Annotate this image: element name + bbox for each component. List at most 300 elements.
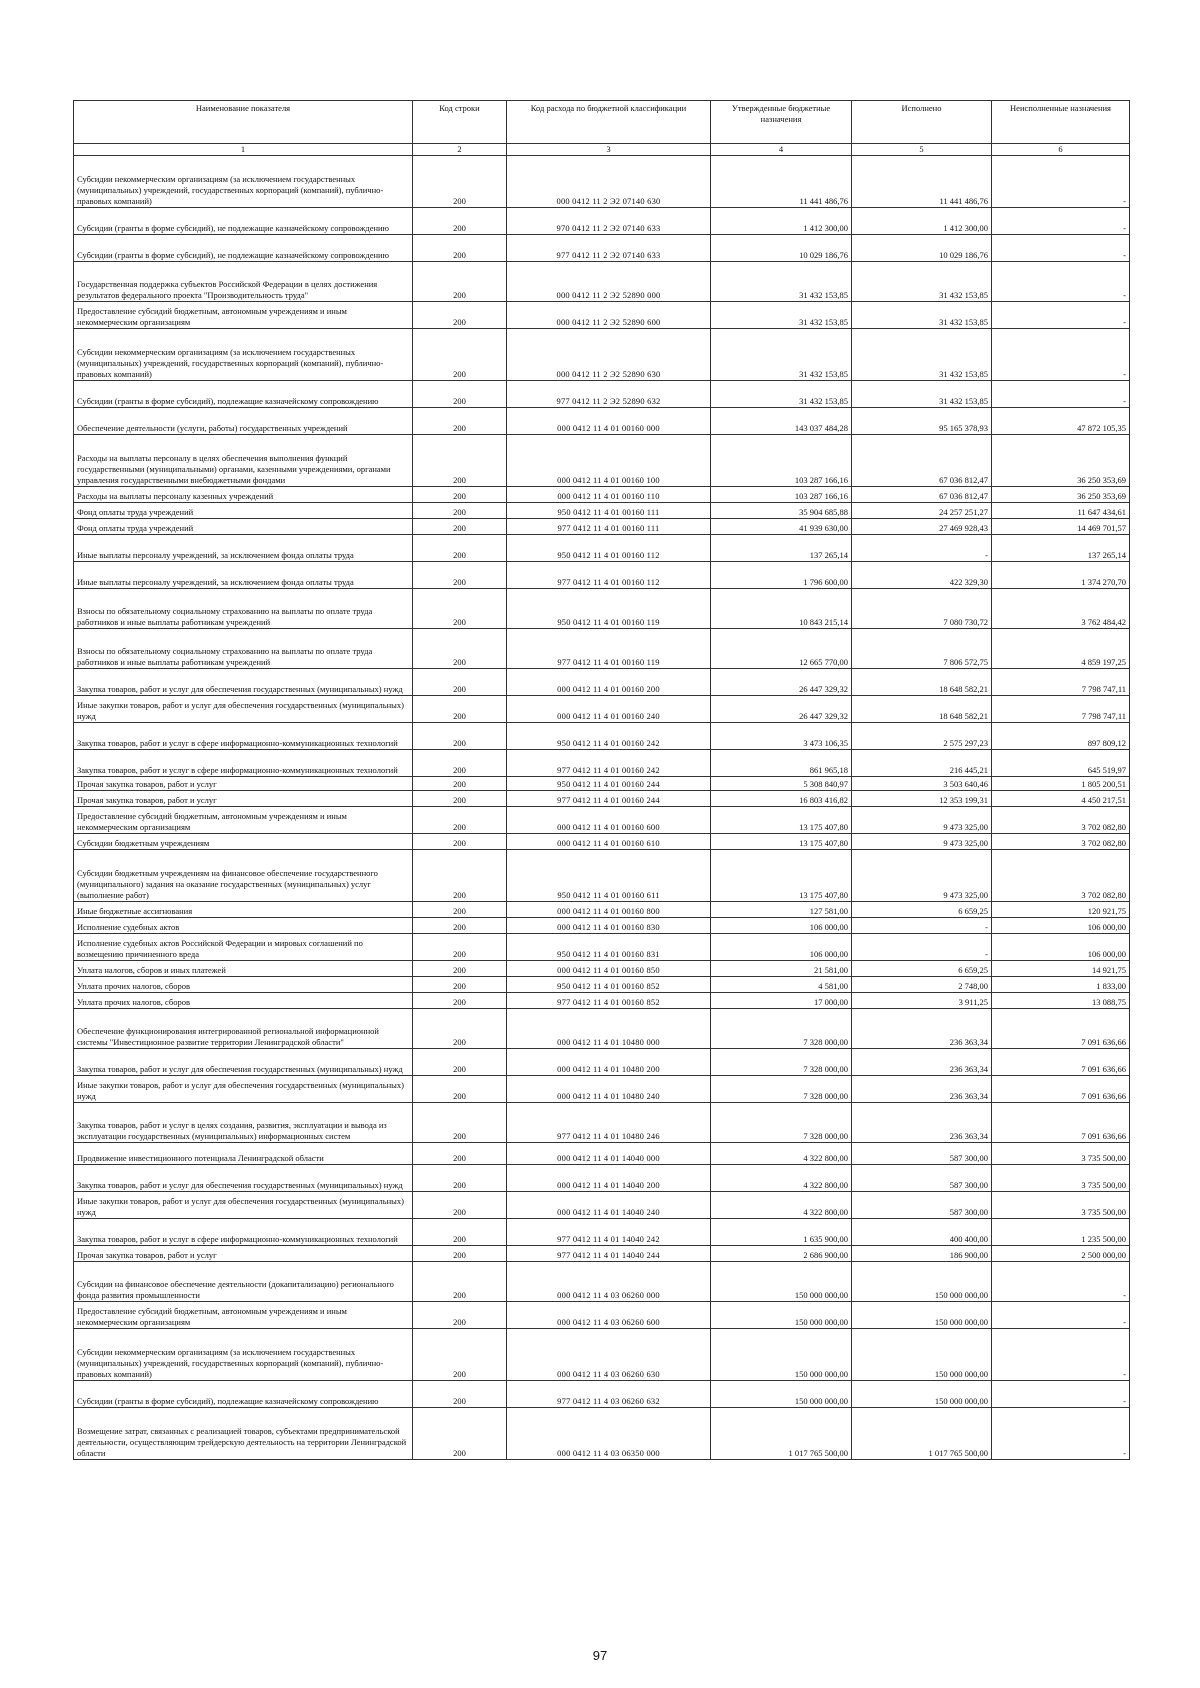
table-row	[74, 961, 1130, 977]
row-executed-value: 7 806 572,75	[852, 629, 992, 669]
row-budget-code: 000 0412 11 2 Э2 52890 630	[507, 329, 711, 381]
row-line-code: 200	[413, 435, 507, 487]
table-row	[74, 562, 1130, 589]
table-row	[74, 669, 1130, 696]
row-budget-code: 977 0412 11 4 01 00160 244	[507, 791, 711, 807]
table-row	[74, 589, 1130, 629]
row-budget-code: 950 0412 11 4 01 00160 112	[507, 535, 711, 562]
row-executed-value: 2 575 297,23	[852, 723, 992, 750]
row-unexecuted-value: -	[992, 235, 1130, 262]
row-line-code: 200	[413, 1009, 507, 1049]
row-unexecuted-value: -	[992, 1408, 1130, 1460]
row-executed-value: 587 300,00	[852, 1143, 992, 1165]
row-line-code: 200	[413, 807, 507, 834]
row-approved-value: 31 432 153,85	[711, 302, 852, 329]
expenditure-table	[73, 100, 1130, 1460]
row-line-code: 200	[413, 503, 507, 519]
row-name: Предоставление субсидий бюджетным, автономным учреждениям и иным некоммерческим организациям	[74, 302, 413, 329]
row-name: Обеспечение функционирования интегрированной региональной информационной системы "Инвестиционное развитие территории Ленинградской области"	[74, 1009, 413, 1049]
row-executed-value: 2 748,00	[852, 977, 992, 993]
table-row	[74, 977, 1130, 993]
row-line-code: 200	[413, 1103, 507, 1143]
row-executed-value: -	[852, 918, 992, 934]
row-approved-value: 4 322 800,00	[711, 1192, 852, 1219]
row-budget-code: 000 0412 11 4 03 06350 000	[507, 1408, 711, 1460]
table-row	[74, 934, 1130, 961]
row-name: Исполнение судебных актов	[74, 918, 413, 934]
row-budget-code: 000 0412 11 4 01 14040 200	[507, 1165, 711, 1192]
row-budget-code: 000 0412 11 4 03 06260 630	[507, 1329, 711, 1381]
table-row	[74, 723, 1130, 750]
row-name: Возмещение затрат, связанных с реализацией товаров, субъектами предпринимательской деятельности, осуществляющим трейдерскую деятельность на территории Ленинградской области	[74, 1408, 413, 1460]
row-approved-value: 16 803 416,82	[711, 791, 852, 807]
row-executed-value: 31 432 153,85	[852, 262, 992, 302]
table-row	[74, 262, 1130, 302]
row-approved-value: 2 686 900,00	[711, 1246, 852, 1262]
row-approved-value: 13 175 407,80	[711, 834, 852, 850]
row-executed-value: 9 473 325,00	[852, 850, 992, 902]
row-line-code: 200	[413, 156, 507, 208]
row-line-code: 200	[413, 696, 507, 723]
row-line-code: 200	[413, 791, 507, 807]
row-executed-value: 150 000 000,00	[852, 1302, 992, 1329]
row-name: Субсидии некоммерческим организациям (за исключением государственных (муниципальных) учреждений, государственных корпораций (компаний), публично-правовых компаний)	[74, 156, 413, 208]
row-approved-value: 17 000,00	[711, 993, 852, 1009]
row-approved-value: 1 017 765 500,00	[711, 1408, 852, 1460]
row-executed-value: 7 080 730,72	[852, 589, 992, 629]
row-name: Закупка товаров, работ и услуг в сфере информационно-коммуникационных технологий	[74, 723, 413, 750]
row-approved-value: 103 287 166,16	[711, 435, 852, 487]
row-executed-value: 9 473 325,00	[852, 834, 992, 850]
row-budget-code: 000 0412 11 2 Э2 07140 630	[507, 156, 711, 208]
row-line-code: 200	[413, 1076, 507, 1103]
row-budget-code: 977 0412 11 4 01 00160 852	[507, 993, 711, 1009]
row-unexecuted-value: 3 702 082,80	[992, 834, 1130, 850]
row-approved-value: 13 175 407,80	[711, 850, 852, 902]
row-unexecuted-value: 7 798 747,11	[992, 696, 1130, 723]
row-budget-code: 950 0412 11 4 01 00160 831	[507, 934, 711, 961]
row-line-code: 200	[413, 977, 507, 993]
row-name: Продвижение инвестиционного потенциала Ленинградской области	[74, 1143, 413, 1165]
row-line-code: 200	[413, 487, 507, 503]
row-line-code: 200	[413, 1219, 507, 1246]
row-executed-value: 150 000 000,00	[852, 1381, 992, 1408]
table-row	[74, 519, 1130, 535]
row-name: Закупка товаров, работ и услуг для обеспечения государственных (муниципальных) нужд	[74, 1165, 413, 1192]
row-unexecuted-value: 137 265,14	[992, 535, 1130, 562]
col-number: 3	[507, 144, 711, 156]
row-unexecuted-value: -	[992, 1302, 1130, 1329]
row-budget-code: 000 0412 11 4 01 10480 200	[507, 1049, 711, 1076]
row-name: Уплата прочих налогов, сборов	[74, 977, 413, 993]
table-row	[74, 834, 1130, 850]
row-budget-code: 000 0412 11 4 01 10480 240	[507, 1076, 711, 1103]
row-executed-value: 31 432 153,85	[852, 302, 992, 329]
row-approved-value: 31 432 153,85	[711, 329, 852, 381]
row-executed-value: 31 432 153,85	[852, 381, 992, 408]
row-line-code: 200	[413, 750, 507, 777]
table-row	[74, 1076, 1130, 1103]
row-line-code: 200	[413, 1408, 507, 1460]
row-approved-value: 106 000,00	[711, 934, 852, 961]
row-line-code: 200	[413, 1049, 507, 1076]
row-unexecuted-value: 3 735 500,00	[992, 1165, 1130, 1192]
table-row	[74, 1049, 1130, 1076]
row-name: Обеспечение деятельности (услуги, работы) государственных учреждений	[74, 408, 413, 435]
row-unexecuted-value: 3 702 082,80	[992, 850, 1130, 902]
row-approved-value: 41 939 630,00	[711, 519, 852, 535]
row-unexecuted-value: 7 798 747,11	[992, 669, 1130, 696]
row-executed-value: 67 036 812,47	[852, 435, 992, 487]
row-approved-value: 7 328 000,00	[711, 1009, 852, 1049]
row-name: Иные закупки товаров, работ и услуг для обеспечения государственных (муниципальных) нужд	[74, 1192, 413, 1219]
row-line-code: 200	[413, 302, 507, 329]
row-unexecuted-value: 7 091 636,66	[992, 1009, 1130, 1049]
row-unexecuted-value: 1 374 270,70	[992, 562, 1130, 589]
row-line-code: 200	[413, 208, 507, 235]
row-line-code: 200	[413, 1329, 507, 1381]
row-budget-code: 000 0412 11 4 01 00160 830	[507, 918, 711, 934]
row-unexecuted-value: 36 250 353,69	[992, 487, 1130, 503]
table-row	[74, 503, 1130, 519]
row-budget-code: 000 0412 11 4 01 14040 000	[507, 1143, 711, 1165]
table-row	[74, 1381, 1130, 1408]
row-unexecuted-value: 13 088,75	[992, 993, 1130, 1009]
row-approved-value: 127 581,00	[711, 902, 852, 918]
row-approved-value: 150 000 000,00	[711, 1262, 852, 1302]
row-line-code: 200	[413, 669, 507, 696]
table-row	[74, 235, 1130, 262]
row-budget-code: 977 0412 11 2 Э2 07140 633	[507, 235, 711, 262]
table-row	[74, 1009, 1130, 1049]
row-executed-value: 18 648 582,21	[852, 669, 992, 696]
row-name: Прочая закупка товаров, работ и услуг	[74, 1246, 413, 1262]
row-name: Уплата прочих налогов, сборов	[74, 993, 413, 1009]
table-row	[74, 918, 1130, 934]
row-executed-value: 422 329,30	[852, 562, 992, 589]
row-line-code: 200	[413, 381, 507, 408]
row-budget-code: 000 0412 11 4 01 00160 200	[507, 669, 711, 696]
table-row	[74, 850, 1130, 902]
row-name: Уплата налогов, сборов и иных платежей	[74, 961, 413, 977]
row-unexecuted-value: 7 091 636,66	[992, 1049, 1130, 1076]
row-executed-value: 24 257 251,27	[852, 503, 992, 519]
col-header-budget-code: Код расхода по бюджетной классификации	[507, 101, 711, 144]
row-unexecuted-value: 645 519,97	[992, 750, 1130, 777]
row-unexecuted-value: 4 859 197,25	[992, 629, 1130, 669]
table-row	[74, 750, 1130, 777]
row-executed-value: 3 911,25	[852, 993, 992, 1009]
table-row	[74, 1219, 1130, 1246]
row-executed-value: 236 363,34	[852, 1049, 992, 1076]
row-line-code: 200	[413, 1246, 507, 1262]
row-unexecuted-value: 2 500 000,00	[992, 1246, 1130, 1262]
row-unexecuted-value: -	[992, 381, 1130, 408]
row-name: Субсидии некоммерческим организациям (за исключением государственных (муниципальных) учреждений, государственных корпораций (компаний), публично-правовых компаний)	[74, 1329, 413, 1381]
row-executed-value: 400 400,00	[852, 1219, 992, 1246]
row-budget-code: 977 0412 11 4 01 00160 111	[507, 519, 711, 535]
col-header-executed: Исполнено	[852, 101, 992, 144]
row-budget-code: 000 0412 11 4 01 00160 100	[507, 435, 711, 487]
table-row	[74, 1262, 1130, 1302]
row-approved-value: 150 000 000,00	[711, 1329, 852, 1381]
row-unexecuted-value: 3 735 500,00	[992, 1143, 1130, 1165]
row-budget-code: 977 0412 11 4 01 14040 242	[507, 1219, 711, 1246]
row-budget-code: 000 0412 11 4 01 10480 000	[507, 1009, 711, 1049]
row-budget-code: 950 0412 11 4 01 00160 119	[507, 589, 711, 629]
row-approved-value: 861 965,18	[711, 750, 852, 777]
row-name: Фонд оплаты труда учреждений	[74, 503, 413, 519]
row-unexecuted-value: 106 000,00	[992, 918, 1130, 934]
row-name: Закупка товаров, работ и услуг для обеспечения государственных (муниципальных) нужд	[74, 669, 413, 696]
row-line-code: 200	[413, 535, 507, 562]
row-approved-value: 10 029 186,76	[711, 235, 852, 262]
row-unexecuted-value: 106 000,00	[992, 934, 1130, 961]
row-executed-value: 236 363,34	[852, 1076, 992, 1103]
table-row	[74, 696, 1130, 723]
col-header-approved: Утвержденные бюджетные назначения	[711, 101, 852, 144]
row-budget-code: 977 0412 11 4 01 00160 119	[507, 629, 711, 669]
row-line-code: 200	[413, 1192, 507, 1219]
row-unexecuted-value: -	[992, 208, 1130, 235]
row-unexecuted-value: 1 805 200,51	[992, 777, 1130, 791]
col-header-unexecuted: Неисполненные назначения	[992, 101, 1130, 144]
row-executed-value: 150 000 000,00	[852, 1329, 992, 1381]
row-budget-code: 000 0412 11 4 01 00160 610	[507, 834, 711, 850]
table-row	[74, 1192, 1130, 1219]
row-approved-value: 4 322 800,00	[711, 1165, 852, 1192]
table-row	[74, 1246, 1130, 1262]
row-unexecuted-value: 36 250 353,69	[992, 435, 1130, 487]
row-executed-value: 236 363,34	[852, 1009, 992, 1049]
row-approved-value: 137 265,14	[711, 535, 852, 562]
row-unexecuted-value: 1 235 500,00	[992, 1219, 1130, 1246]
row-approved-value: 143 037 484,28	[711, 408, 852, 435]
table-row	[74, 807, 1130, 834]
page-number: 97	[592, 1648, 608, 1663]
row-name: Фонд оплаты труда учреждений	[74, 519, 413, 535]
row-line-code: 200	[413, 834, 507, 850]
row-budget-code: 950 0412 11 4 01 00160 852	[507, 977, 711, 993]
row-line-code: 200	[413, 589, 507, 629]
row-name: Субсидии (гранты в форме субсидий), подлежащие казначейскому сопровождению	[74, 381, 413, 408]
row-executed-value: 31 432 153,85	[852, 329, 992, 381]
table-row	[74, 1408, 1130, 1460]
row-approved-value: 10 843 215,14	[711, 589, 852, 629]
table-row	[74, 1329, 1130, 1381]
row-name: Государственная поддержка субъектов Российской Федерации в целях достижения результатов федерального проекта "Производительность труда"	[74, 262, 413, 302]
row-line-code: 200	[413, 629, 507, 669]
row-budget-code: 000 0412 11 4 01 00160 000	[507, 408, 711, 435]
row-line-code: 200	[413, 993, 507, 1009]
col-number: 1	[74, 144, 413, 156]
table-row	[74, 487, 1130, 503]
row-unexecuted-value: -	[992, 302, 1130, 329]
row-executed-value: 236 363,34	[852, 1103, 992, 1143]
row-name: Иные закупки товаров, работ и услуг для обеспечения государственных (муниципальных) нужд	[74, 696, 413, 723]
row-executed-value: 6 659,25	[852, 961, 992, 977]
row-budget-code: 970 0412 11 2 Э2 07140 633	[507, 208, 711, 235]
row-name: Предоставление субсидий бюджетным, автономным учреждениям и иным некоммерческим организациям	[74, 807, 413, 834]
row-unexecuted-value: -	[992, 1329, 1130, 1381]
row-approved-value: 26 447 329,32	[711, 669, 852, 696]
row-approved-value: 7 328 000,00	[711, 1103, 852, 1143]
row-budget-code: 950 0412 11 4 01 00160 242	[507, 723, 711, 750]
row-unexecuted-value: 1 833,00	[992, 977, 1130, 993]
row-approved-value: 150 000 000,00	[711, 1302, 852, 1329]
table-row	[74, 208, 1130, 235]
row-unexecuted-value: 14 469 701,57	[992, 519, 1130, 535]
row-executed-value: 150 000 000,00	[852, 1262, 992, 1302]
row-name: Субсидии бюджетным учреждениям	[74, 834, 413, 850]
row-name: Предоставление субсидий бюджетным, автономным учреждениям и иным некоммерческим организациям	[74, 1302, 413, 1329]
row-budget-code: 000 0412 11 4 01 00160 600	[507, 807, 711, 834]
row-approved-value: 7 328 000,00	[711, 1076, 852, 1103]
row-executed-value: 9 473 325,00	[852, 807, 992, 834]
col-number: 6	[992, 144, 1130, 156]
row-name: Субсидии (гранты в форме субсидий), подлежащие казначейскому сопровождению	[74, 1381, 413, 1408]
table-row	[74, 1103, 1130, 1143]
row-executed-value: 6 659,25	[852, 902, 992, 918]
table-row	[74, 777, 1130, 791]
row-name: Прочая закупка товаров, работ и услуг	[74, 791, 413, 807]
row-approved-value: 31 432 153,85	[711, 381, 852, 408]
row-name: Взносы по обязательному социальному страхованию на выплаты по оплате труда работников и иные выплаты работникам учреждений	[74, 589, 413, 629]
row-executed-value: 12 353 199,31	[852, 791, 992, 807]
row-approved-value: 150 000 000,00	[711, 1381, 852, 1408]
row-executed-value: 587 300,00	[852, 1165, 992, 1192]
row-executed-value: 186 900,00	[852, 1246, 992, 1262]
row-approved-value: 1 412 300,00	[711, 208, 852, 235]
row-line-code: 200	[413, 1165, 507, 1192]
row-line-code: 200	[413, 519, 507, 535]
row-line-code: 200	[413, 850, 507, 902]
row-line-code: 200	[413, 1143, 507, 1165]
row-unexecuted-value: 897 809,12	[992, 723, 1130, 750]
table-body	[74, 156, 1130, 1460]
row-line-code: 200	[413, 1381, 507, 1408]
row-executed-value: 67 036 812,47	[852, 487, 992, 503]
row-name: Иные бюджетные ассигнования	[74, 902, 413, 918]
row-name: Субсидии бюджетным учреждениям на финансовое обеспечение государственного (муниципального) задания на оказание государственных (муниципальных) услуг (выполнение работ)	[74, 850, 413, 902]
row-line-code: 200	[413, 961, 507, 977]
row-approved-value: 12 665 770,00	[711, 629, 852, 669]
row-executed-value: 95 165 378,93	[852, 408, 992, 435]
row-executed-value: 1 017 765 500,00	[852, 1408, 992, 1460]
row-name: Субсидии (гранты в форме субсидий), не подлежащие казначейскому сопровождению	[74, 208, 413, 235]
row-unexecuted-value: -	[992, 1262, 1130, 1302]
row-budget-code: 977 0412 11 4 01 10480 246	[507, 1103, 711, 1143]
row-unexecuted-value: 3 735 500,00	[992, 1192, 1130, 1219]
row-executed-value: 18 648 582,21	[852, 696, 992, 723]
row-line-code: 200	[413, 918, 507, 934]
table-row	[74, 381, 1130, 408]
row-budget-code: 977 0412 11 2 Э2 52890 632	[507, 381, 711, 408]
row-budget-code: 000 0412 11 4 01 00160 110	[507, 487, 711, 503]
row-line-code: 200	[413, 723, 507, 750]
row-approved-value: 35 904 685,88	[711, 503, 852, 519]
row-approved-value: 26 447 329,32	[711, 696, 852, 723]
col-number: 2	[413, 144, 507, 156]
row-budget-code: 977 0412 11 4 01 00160 112	[507, 562, 711, 589]
row-approved-value: 106 000,00	[711, 918, 852, 934]
row-unexecuted-value: 7 091 636,66	[992, 1076, 1130, 1103]
row-approved-value: 3 473 106,35	[711, 723, 852, 750]
row-name: Закупка товаров, работ и услуг в сфере информационно-коммуникационных технологий	[74, 1219, 413, 1246]
table-row	[74, 902, 1130, 918]
row-budget-code: 000 0412 11 4 01 00160 240	[507, 696, 711, 723]
row-unexecuted-value: 120 921,75	[992, 902, 1130, 918]
row-name: Расходы на выплаты персоналу в целях обеспечения выполнения функций государственными (муниципальными) органами, казенными учреждениями, органами управления государственными внебюджетными фондами	[74, 435, 413, 487]
row-line-code: 200	[413, 1262, 507, 1302]
row-unexecuted-value: 47 872 105,35	[992, 408, 1130, 435]
col-number: 4	[711, 144, 852, 156]
row-name: Прочая закупка товаров, работ и услуг	[74, 777, 413, 791]
row-line-code: 200	[413, 408, 507, 435]
col-number: 5	[852, 144, 992, 156]
row-approved-value: 4 322 800,00	[711, 1143, 852, 1165]
row-budget-code: 000 0412 11 4 01 00160 800	[507, 902, 711, 918]
row-name: Субсидии (гранты в форме субсидий), не подлежащие казначейскому сопровождению	[74, 235, 413, 262]
row-approved-value: 4 581,00	[711, 977, 852, 993]
row-approved-value: 1 635 900,00	[711, 1219, 852, 1246]
row-name: Закупка товаров, работ и услуг в сфере информационно-коммуникационных технологий	[74, 750, 413, 777]
row-unexecuted-value: 14 921,75	[992, 961, 1130, 977]
table-row	[74, 1143, 1130, 1165]
table-row	[74, 535, 1130, 562]
row-line-code: 200	[413, 1302, 507, 1329]
row-approved-value: 7 328 000,00	[711, 1049, 852, 1076]
row-budget-code: 977 0412 11 4 01 00160 242	[507, 750, 711, 777]
row-executed-value: 216 445,21	[852, 750, 992, 777]
row-executed-value: 11 441 486,76	[852, 156, 992, 208]
row-name: Иные выплаты персоналу учреждений, за исключением фонда оплаты труда	[74, 562, 413, 589]
row-line-code: 200	[413, 934, 507, 961]
row-budget-code: 000 0412 11 4 01 00160 850	[507, 961, 711, 977]
row-unexecuted-value: 4 450 217,51	[992, 791, 1130, 807]
col-header-line-code: Код строки	[413, 101, 507, 144]
row-budget-code: 950 0412 11 4 01 00160 611	[507, 850, 711, 902]
row-line-code: 200	[413, 562, 507, 589]
row-name: Субсидии на финансовое обеспечение деятельности (докапитализацию) регионального фонда развития промышленности	[74, 1262, 413, 1302]
table-row	[74, 408, 1130, 435]
row-executed-value: -	[852, 934, 992, 961]
row-unexecuted-value: 11 647 434,61	[992, 503, 1130, 519]
row-approved-value: 103 287 166,16	[711, 487, 852, 503]
row-budget-code: 950 0412 11 4 01 00160 111	[507, 503, 711, 519]
header-row	[74, 101, 1130, 144]
row-name: Иные закупки товаров, работ и услуг для обеспечения государственных (муниципальных) нужд	[74, 1076, 413, 1103]
row-approved-value: 13 175 407,80	[711, 807, 852, 834]
row-budget-code: 000 0412 11 2 Э2 52890 600	[507, 302, 711, 329]
row-unexecuted-value: -	[992, 262, 1130, 302]
row-executed-value: 3 503 640,46	[852, 777, 992, 791]
row-budget-code: 977 0412 11 4 03 06260 632	[507, 1381, 711, 1408]
row-unexecuted-value: 3 762 484,42	[992, 589, 1130, 629]
row-line-code: 200	[413, 262, 507, 302]
table-row	[74, 302, 1130, 329]
row-executed-value: 27 469 928,43	[852, 519, 992, 535]
row-name: Взносы по обязательному социальному страхованию на выплаты по оплате труда работников и иные выплаты работникам учреждений	[74, 629, 413, 669]
row-executed-value: -	[852, 535, 992, 562]
row-unexecuted-value: 7 091 636,66	[992, 1103, 1130, 1143]
row-approved-value: 1 796 600,00	[711, 562, 852, 589]
table-row	[74, 156, 1130, 208]
row-approved-value: 11 441 486,76	[711, 156, 852, 208]
row-executed-value: 10 029 186,76	[852, 235, 992, 262]
row-budget-code: 977 0412 11 4 01 14040 244	[507, 1246, 711, 1262]
row-name: Субсидии некоммерческим организациям (за исключением государственных (муниципальных) учреждений, государственных корпораций (компаний), публично-правовых компаний)	[74, 329, 413, 381]
